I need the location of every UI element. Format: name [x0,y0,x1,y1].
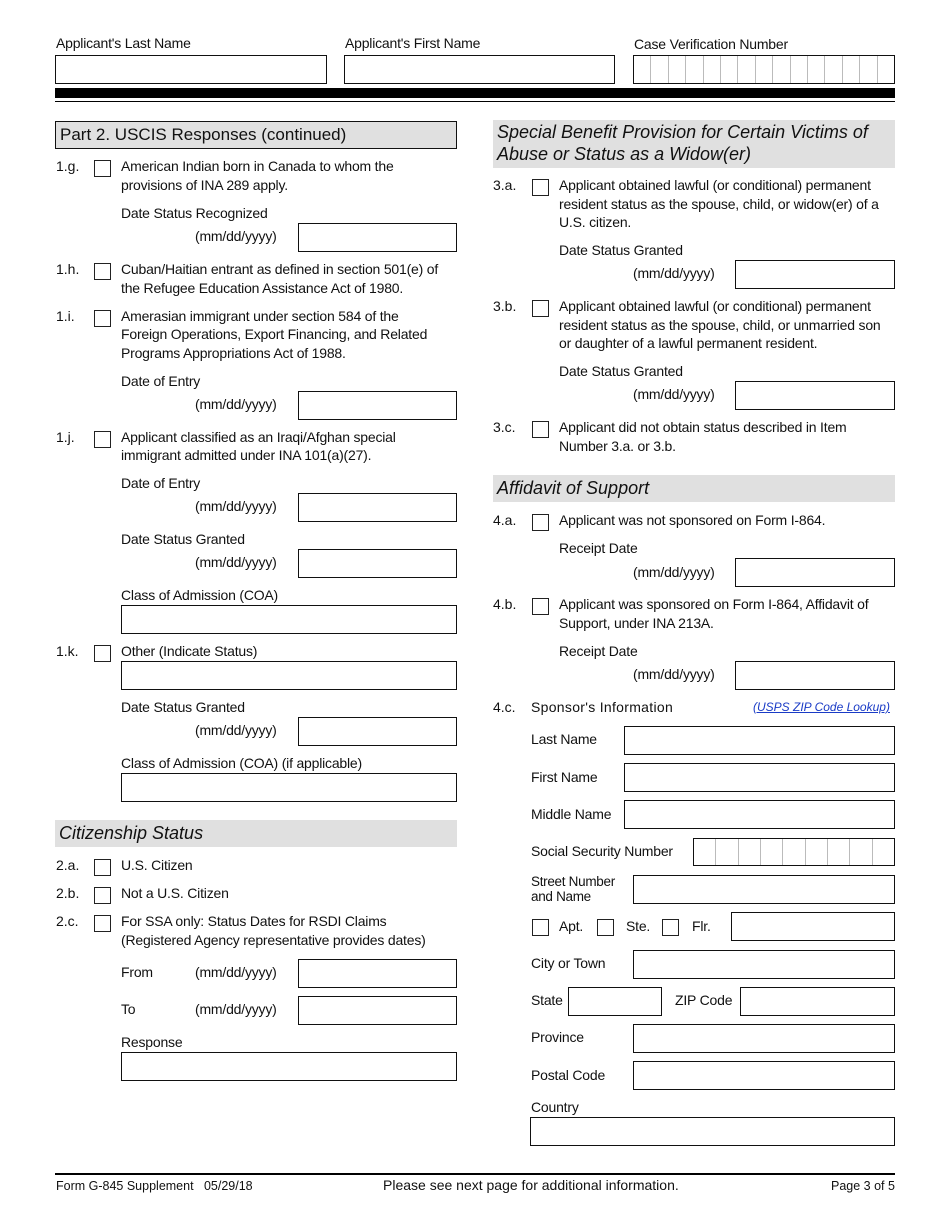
digit-cell[interactable] [773,56,790,83]
zip-label: ZIP Code [675,992,733,1008]
digit-cell[interactable] [828,839,850,865]
us-citizen-label: U.S. Citizen [121,857,193,873]
item-number: 2.b. [56,885,80,901]
postal-code-label: Postal Code [531,1067,606,1083]
response-label: Response [121,1034,183,1050]
checkbox-3c[interactable] [532,421,549,438]
province-label: Province [531,1029,584,1045]
item-number: 2.c. [56,913,79,929]
date-format-hint: (mm/dd/yyyy) [195,1001,277,1017]
digit-cell[interactable] [825,56,842,83]
street-input[interactable] [633,875,895,904]
checkbox-3a[interactable] [532,179,549,196]
not-us-citizen-label: Not a U.S. Citizen [121,885,229,901]
class-of-admission-input-1j[interactable] [121,605,457,634]
date-status-granted-label: Date Status Granted [121,699,245,715]
usps-zip-lookup-link[interactable]: (USPS ZIP Code Lookup) [753,700,890,714]
header-thin-rule [55,101,895,102]
digit-cell[interactable] [843,56,860,83]
date-status-granted-label: Date Status Granted [121,531,245,547]
applicant-first-name-label: Applicant's First Name [345,35,481,51]
digit-cell[interactable] [738,56,755,83]
sponsor-middle-name-input[interactable] [624,800,895,829]
footer-note: Please see next page for additional information. [383,1177,679,1193]
date-status-recognized-input[interactable] [298,223,457,252]
item-1i-text: Amerasian immigrant under section 584 of the [121,308,399,324]
date-status-granted-input-1k[interactable] [298,717,457,746]
class-of-admission-label: Class of Admission (COA) (if applicable) [121,755,362,771]
item-3c-text: Number 3.a. or 3.b. [559,438,676,454]
item-4a-text: Applicant was not sponsored on Form I-864. [559,512,826,528]
digit-cell[interactable] [704,56,721,83]
date-status-granted-input-3b[interactable] [735,381,895,410]
city-input[interactable] [633,950,895,979]
digit-cell[interactable] [806,839,828,865]
flr-checkbox[interactable] [662,919,679,936]
postal-code-input[interactable] [633,1061,895,1090]
item-1i-text: Foreign Operations, Export Financing, and Related [121,326,428,342]
item-1j-text: immigrant admitted under INA 101(a)(27). [121,447,372,463]
date-format-hint: (mm/dd/yyyy) [195,498,277,514]
street-label-line: Street Number [531,874,615,889]
apt-ste-flr-number-input[interactable] [731,912,895,941]
item-1g-text: provisions of INA 289 apply. [121,177,288,193]
digit-cell[interactable] [791,56,808,83]
checkbox-2c[interactable] [94,915,111,932]
digit-cell[interactable] [651,56,668,83]
digit-cell[interactable] [716,839,738,865]
sponsor-middle-name-label: Middle Name [531,806,612,822]
street-label-line: and Name [531,889,591,904]
digit-cell[interactable] [756,56,773,83]
sponsor-last-name-label: Last Name [531,731,597,747]
item-number: 1.j. [56,429,75,445]
city-label: City or Town [531,955,606,971]
item-number: 1.k. [56,643,79,659]
digit-cell[interactable] [873,839,894,865]
sponsor-last-name-input[interactable] [624,726,895,755]
receipt-date-label: Receipt Date [559,643,638,659]
from-label: From [121,964,153,980]
case-verification-label: Case Verification Number [634,36,788,52]
country-input[interactable] [530,1117,895,1146]
item-number: 4.a. [493,512,517,528]
state-select[interactable] [568,987,662,1016]
to-date-input[interactable] [298,996,457,1025]
item-number: 3.c. [493,419,516,435]
to-label: To [121,1001,136,1017]
item-number: 1.h. [56,261,80,277]
street-label [531,874,615,904]
sponsors-information-title: Sponsor's Information [531,699,674,715]
province-input[interactable] [633,1024,895,1053]
ssa-only-text: (Registered Agency representative provides dates) [121,932,426,948]
date-format-hint: (mm/dd/yyyy) [195,722,277,738]
ssn-input[interactable] [693,838,895,866]
date-format-hint: (mm/dd/yyyy) [195,228,277,244]
checkbox-2a[interactable] [94,859,111,876]
footer-rule [55,1173,895,1175]
date-format-hint: (mm/dd/yyyy) [633,265,715,281]
item-number: 1.g. [56,158,80,174]
ssa-only-text: For SSA only: Status Dates for RSDI Claims [121,913,387,929]
item-1k-text: Other (Indicate Status) [121,643,258,659]
digit-cell[interactable] [761,839,783,865]
header-thick-rule [55,88,895,98]
from-date-input[interactable] [298,959,457,988]
ste-checkbox[interactable] [597,919,614,936]
state-label: State [531,992,563,1008]
item-4b-text: Support, under INA 213A. [559,615,714,631]
item-number: 4.b. [493,596,517,612]
other-status-input[interactable] [121,661,457,690]
checkbox-1g[interactable] [94,160,111,177]
special-benefit-title-line: Special Benefit Provision for Certain Victims of [497,122,868,142]
affidavit-of-support-title: Affidavit of Support [493,475,895,502]
date-of-entry-label: Date of Entry [121,475,201,491]
digit-cell[interactable] [808,56,825,83]
digit-cell[interactable] [694,839,716,865]
special-benefit-title-line: Abuse or Status as a Widow(er) [497,144,751,164]
citizenship-status-title: Citizenship Status [55,820,457,847]
item-3a-text: U.S. citizen. [559,214,632,230]
date-format-hint: (mm/dd/yyyy) [195,396,277,412]
date-format-hint: (mm/dd/yyyy) [195,554,277,570]
date-status-granted-input-1j[interactable] [298,549,457,578]
digit-cell[interactable] [634,56,651,83]
date-status-granted-label: Date Status Granted [559,363,683,379]
date-format-hint: (mm/dd/yyyy) [633,666,715,682]
item-1h-text: the Refugee Education Assistance Act of 1980. [121,280,404,296]
class-of-admission-label: Class of Admission (COA) [121,587,279,603]
digit-cell[interactable] [783,839,805,865]
item-1h-text: Cuban/Haitian entrant as defined in section 501(e) of [121,261,439,277]
receipt-date-input-4b[interactable] [735,661,895,690]
page-number: Page 3 of 5 [831,1179,895,1193]
date-format-hint: (mm/dd/yyyy) [633,564,715,580]
date-status-granted-label: Date Status Granted [559,242,683,258]
item-4b-text: Applicant was sponsored on Form I-864, Affidavit of [559,596,869,612]
digit-cell[interactable] [878,56,894,83]
item-number: 3.b. [493,298,517,314]
checkbox-1k[interactable] [94,645,111,662]
response-input[interactable] [121,1052,457,1081]
item-number: 1.i. [56,308,75,324]
item-number: 4.c. [493,699,516,715]
sponsor-first-name-input[interactable] [624,763,895,792]
item-3b-text: or daughter of a lawful permanent resident. [559,335,818,351]
date-of-entry-input-1j[interactable] [298,493,457,522]
item-3b-text: Applicant obtained lawful (or conditional) permanent [559,298,871,314]
apt-checkbox[interactable] [532,919,549,936]
case-verification-number-input[interactable] [633,55,895,84]
form-id: Form G-845 Supplement 05/29/18 [56,1179,253,1193]
checkbox-3b[interactable] [532,300,549,317]
item-3a-text: resident status as the spouse, child, or widow(er) of a [559,196,879,212]
date-status-recognized-label: Date Status Recognized [121,205,268,221]
date-format-hint: (mm/dd/yyyy) [633,386,715,402]
item-1g-text: American Indian born in Canada to whom the [121,158,394,174]
zip-input[interactable] [740,987,895,1016]
receipt-date-input-4a[interactable] [735,558,895,587]
flr-label: Flr. [692,918,711,934]
checkbox-1j[interactable] [94,431,111,448]
digit-cell[interactable] [850,839,872,865]
class-of-admission-input-1k[interactable] [121,773,457,802]
checkbox-2b[interactable] [94,887,111,904]
digit-cell[interactable] [739,839,761,865]
country-label: Country [531,1099,579,1115]
checkbox-4b[interactable] [532,598,549,615]
date-of-entry-input-1i[interactable] [298,391,457,420]
item-3b-text: resident status as the spouse, child, or unmarried son [559,317,881,333]
special-benefit-title [493,120,895,168]
applicant-last-name-input[interactable] [55,55,327,84]
receipt-date-label: Receipt Date [559,540,638,556]
applicant-last-name-label: Applicant's Last Name [56,35,191,51]
part-2-title: Part 2. USCIS Responses (continued) [55,121,457,149]
item-1j-text: Applicant classified as an Iraqi/Afghan special [121,429,396,445]
item-1i-text: Programs Appropriations Act of 1988. [121,345,346,361]
checkbox-1h[interactable] [94,263,111,280]
digit-cell[interactable] [686,56,703,83]
ste-label: Ste. [626,918,651,934]
digit-cell[interactable] [669,56,686,83]
date-format-hint: (mm/dd/yyyy) [195,964,277,980]
checkbox-1i[interactable] [94,310,111,327]
apt-label: Apt. [559,918,584,934]
item-3a-text: Applicant obtained lawful (or conditional) permanent [559,177,871,193]
checkbox-4a[interactable] [532,514,549,531]
sponsor-first-name-label: First Name [531,769,598,785]
date-status-granted-input-3a[interactable] [735,260,895,289]
digit-cell[interactable] [721,56,738,83]
digit-cell[interactable] [860,56,877,83]
item-number: 2.a. [56,857,80,873]
applicant-first-name-input[interactable] [344,55,615,84]
ssn-label: Social Security Number [531,843,673,859]
item-3c-text: Applicant did not obtain status described in Item [559,419,847,435]
date-of-entry-label: Date of Entry [121,373,201,389]
item-number: 3.a. [493,177,517,193]
